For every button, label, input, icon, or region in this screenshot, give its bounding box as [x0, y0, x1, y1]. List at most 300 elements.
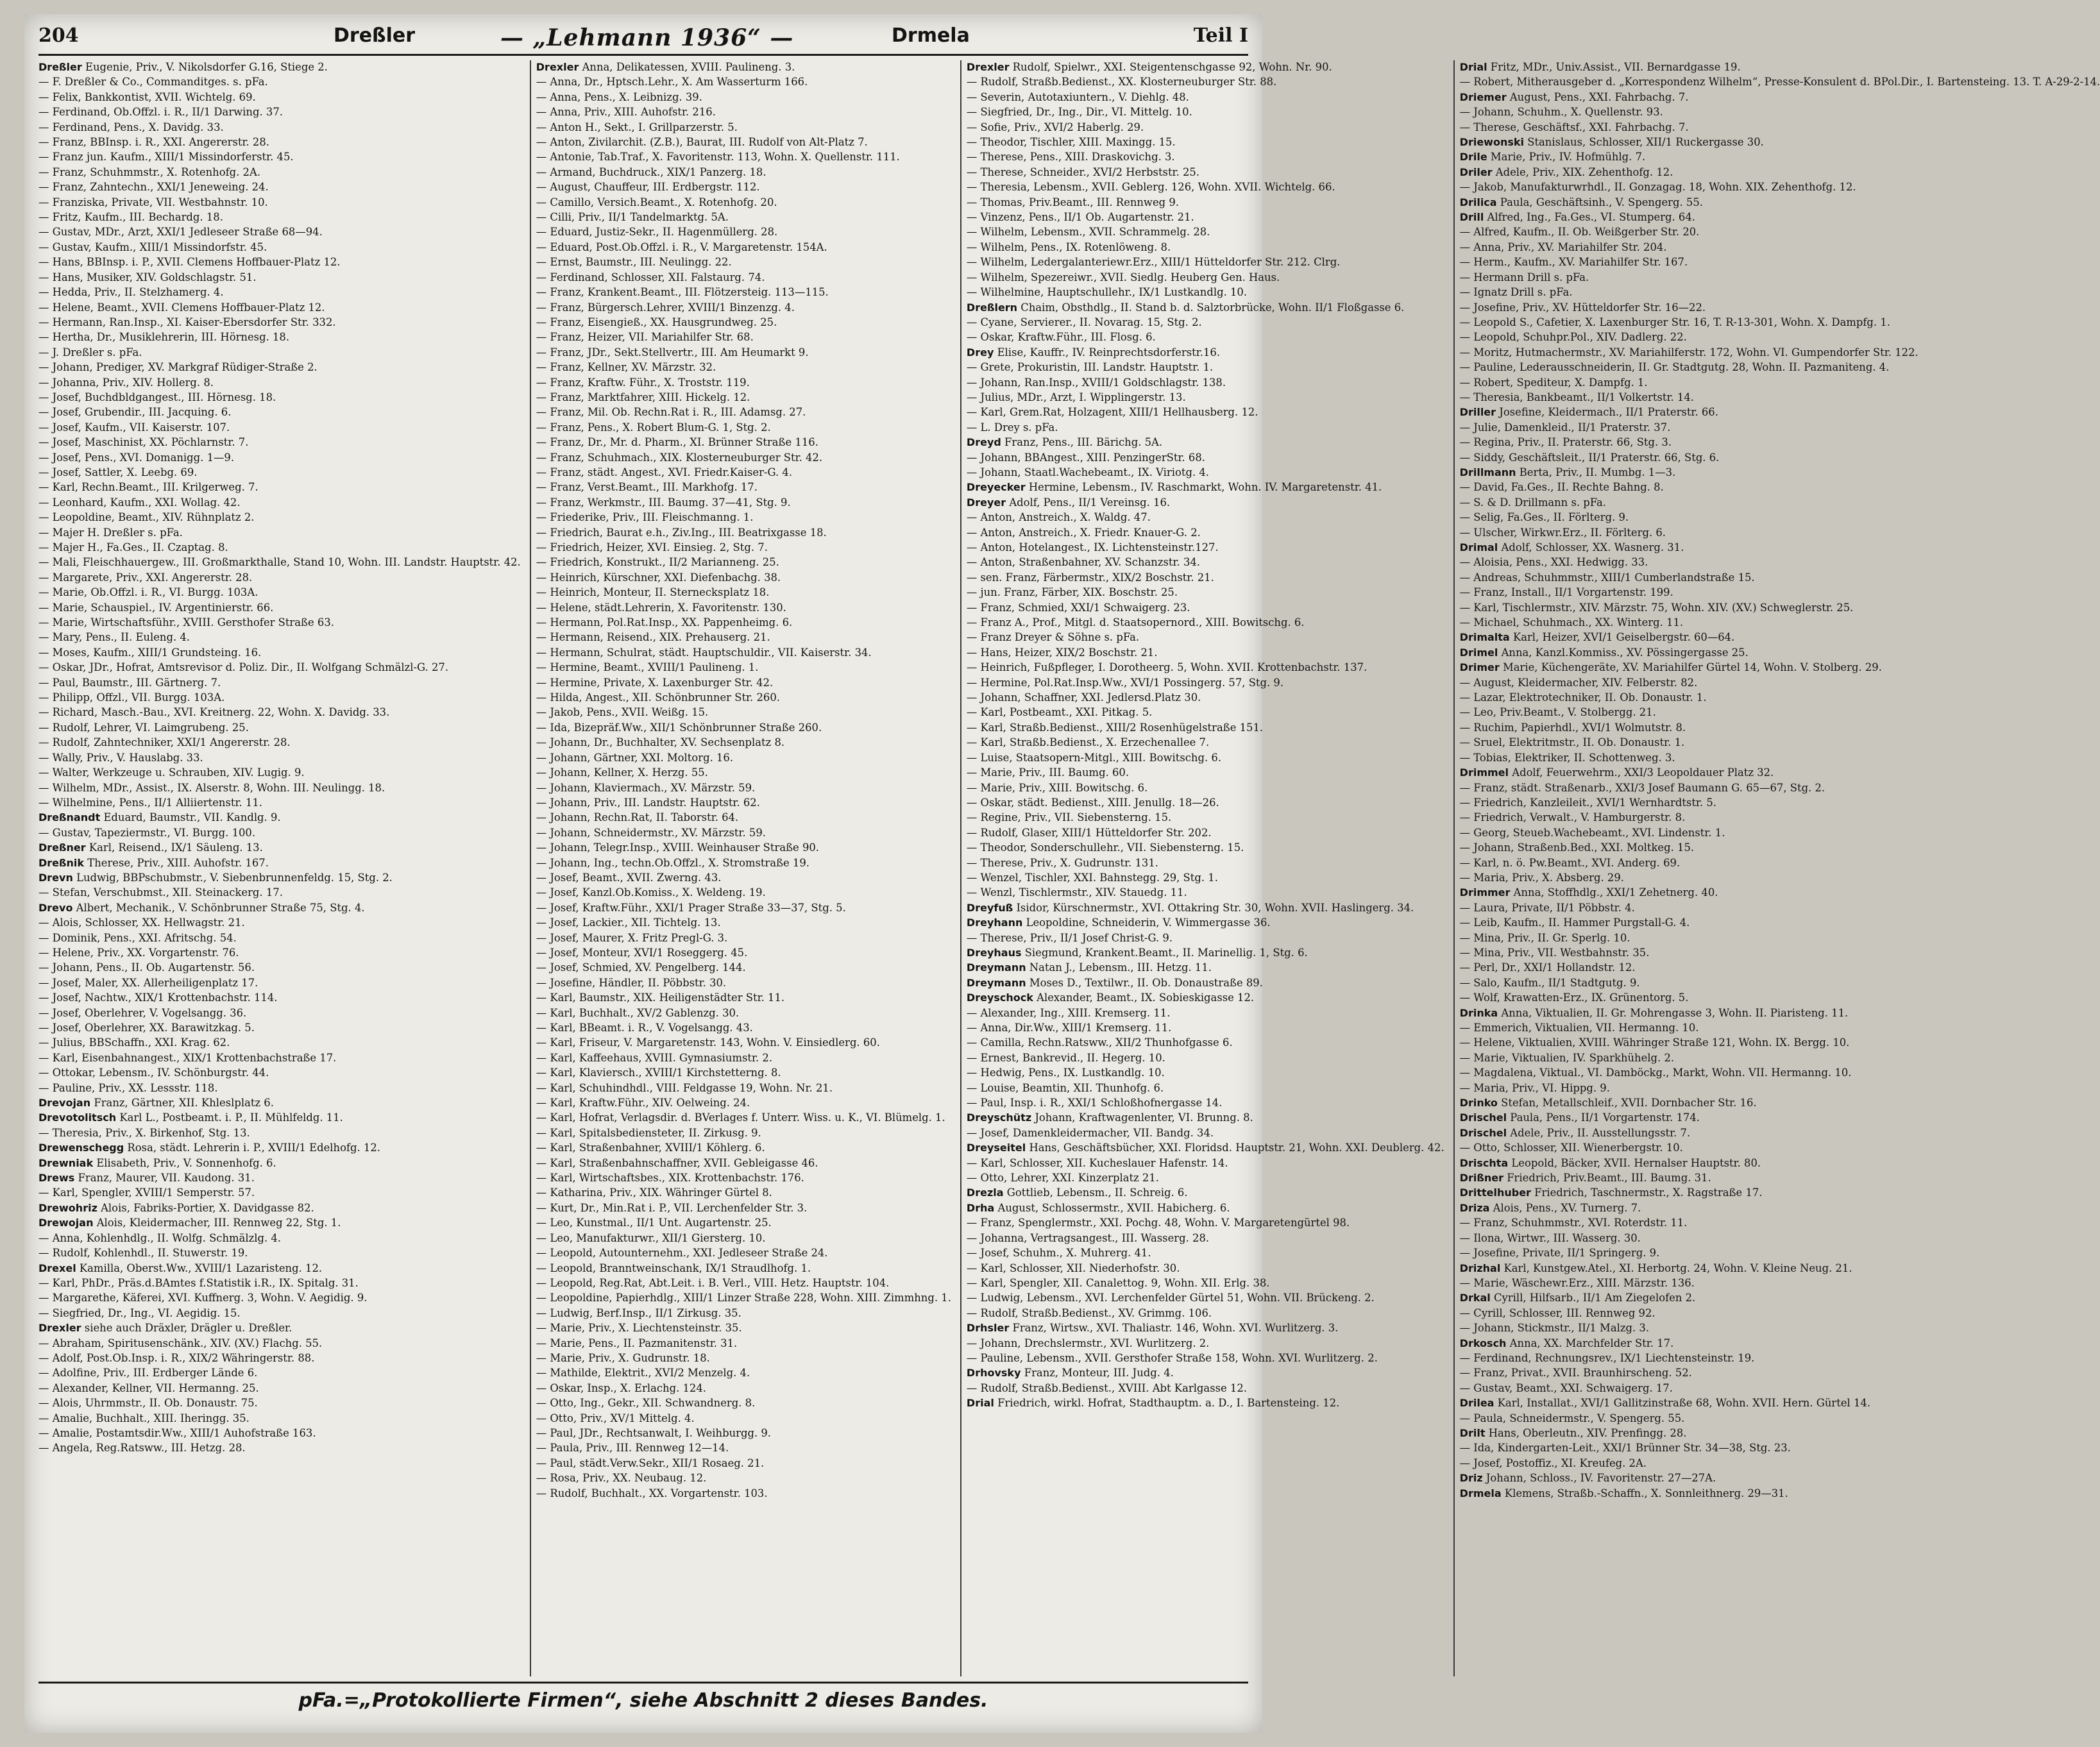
directory-entry	[1460, 1111, 2100, 1125]
directory-entry	[967, 1096, 1444, 1110]
entry-details: — Cilli, Priv., II/1 Tandelmarktg. 5A.	[536, 211, 729, 224]
directory-entry	[967, 90, 1444, 105]
directory-entry	[38, 1381, 521, 1396]
entry-details: — Angela, Reg.Ratsww., III. Hetzg. 28.	[38, 1442, 246, 1455]
entry-details: — Franz, Zahntechn., XXI/1 Jeneweing. 24.	[38, 181, 269, 194]
directory-entry	[536, 781, 951, 795]
directory-entry	[38, 150, 521, 164]
entry-details: — Leopoldine, Beamt., XIV. Rühnplatz 2.	[38, 511, 255, 524]
directory-entry	[536, 526, 951, 540]
directory-entry	[536, 1366, 951, 1380]
entry-details: — Otto, Lehrer, XXI. Kinzerplatz 21.	[966, 1172, 1160, 1185]
entry-details: — Friedrich, Baurat e.h., Ziv.Ing., III. Beatrixgasse 18.	[536, 526, 827, 539]
entry-details: Franz, Wirtsw., XVI. Thaliastr. 146, Wohn. XVI. Wurlitzerg. 3.	[1012, 1322, 1339, 1335]
entry-details: — Ruchim, Papierhdl., XVI/1 Wolmutstr. 8.	[1459, 721, 1686, 734]
entry-details: — Marie, Viktualien, IV. Sparkhühelg. 2.	[1459, 1051, 1675, 1064]
directory-entry	[967, 946, 1444, 960]
entry-details: — Marie, Wirtschaftsführ., XVIII. Gersthofer Straße 63.	[38, 616, 334, 629]
entry-details: — Hermann, Schulrat, städt. Hauptschuldir., VII. Kaiserstr. 34.	[536, 646, 872, 659]
directory-entry	[536, 376, 951, 390]
entry-details: — Leopold S., Cafetier, X. Laxenburger Str. 16, T. R-13-301, Wohn. X. Dampfg. 1.	[1459, 316, 1890, 328]
entry-details: — Karl, Straßenbahnschaffner, XVII. Gebleigasse 46.	[536, 1156, 818, 1169]
directory-entry	[1460, 255, 2100, 269]
directory-entry	[967, 901, 1444, 915]
entry-details: — Otto, Priv., XV/1 Mittelg. 4.	[536, 1412, 695, 1424]
entry-surname: Drewojan	[38, 1217, 94, 1229]
entry-details: — Josef, Schuhm., X. Muhrerg. 41.	[966, 1247, 1151, 1260]
directory-entry	[536, 330, 951, 344]
entry-details: — Karl, Straßenbahner, XVIII/1 Köhlerg. 6.	[536, 1142, 765, 1154]
directory-entry	[38, 241, 521, 255]
entry-details: — Eduard, Post.Ob.Offzl. i. R., V. Margaretenstr. 154A.	[536, 241, 827, 253]
entry-details: — Moses, Kaufm., XIII/1 Grundsteing. 16.	[38, 646, 262, 659]
entry-details: — S. & D. Drillmann s. pFa.	[1459, 496, 1607, 509]
entry-details: — Ignatz Drill s. pFa.	[1459, 286, 1573, 299]
directory-entry	[536, 1021, 951, 1035]
entry-details: — Julie, Damenkleid., II/1 Praterstr. 37.	[1459, 421, 1671, 434]
entry-details: — Theresia, Lebensm., XVII. Geblerg. 126, Wohn. XVII. Wichtelg. 66.	[966, 181, 1335, 194]
entry-surname: Drevojan	[38, 1097, 91, 1110]
directory-entry	[1460, 841, 2100, 855]
entry-details: — Helene, städt.Lehrerin, X. Favoritenstr. 130.	[536, 601, 786, 614]
directory-entry	[536, 1006, 951, 1020]
entry-details: — Katharina, Priv., XIX. Währinger Gürtel 8.	[536, 1186, 772, 1199]
entry-surname: Drkal	[1459, 1292, 1491, 1304]
entry-details: — Ulscher, Wirkwr.Erz., II. Förlterg. 6.	[1459, 526, 1666, 539]
entry-details: — Johann, Klaviermach., XV. Märzstr. 59.	[536, 781, 756, 794]
entry-surname: Drill	[1459, 211, 1484, 224]
directory-entry	[1460, 541, 2100, 555]
entry-details: — Oskar, JDr., Hofrat, Amtsrevisor d. Poliz. Dir., II. Wolfgang Schmälzl-G. 27.	[38, 661, 449, 674]
entry-details: — Hermann, Ran.Insp., XI. Kaiser-Ebersdorfer Str. 332.	[38, 316, 336, 328]
directory-entry	[1460, 1426, 2100, 1440]
directory-entry	[967, 346, 1444, 360]
directory-entry	[1460, 330, 2100, 344]
entry-details: Stefan, Metallschleif., XVII. Dornbacher Str. 16.	[1501, 1097, 1757, 1110]
directory-entry	[967, 255, 1444, 269]
entry-details: — Ferdinand, Ob.Offzl. i. R., II/1 Darwing. 37.	[38, 106, 283, 119]
directory-entry	[536, 316, 951, 330]
directory-entry	[967, 676, 1444, 690]
directory-entry	[967, 811, 1444, 825]
entry-details: Franz, Pens., III. Bärichg. 5A.	[1004, 436, 1163, 449]
directory-entry	[38, 691, 521, 705]
entry-details: — Severin, Autotaxiuntern., V. Diehlg. 48.	[966, 90, 1189, 103]
entry-surname: Drkosch	[1459, 1337, 1507, 1349]
entry-surname: Drinka	[1459, 1006, 1498, 1019]
directory-entry	[38, 796, 521, 810]
entry-details: — Marie, Priv., III. Baumg. 60.	[966, 766, 1130, 779]
directory-entry	[967, 150, 1444, 164]
entry-surname: Drimalta	[1459, 631, 1510, 644]
entry-details: Karl, Kunstgew.Atel., XI. Herbortg. 24, Wohn. V. Kleine Neug. 21.	[1503, 1262, 1852, 1274]
entry-details: — Siddy, Geschäftsleit., II/1 Praterstr. 66, Stg. 6.	[1459, 451, 1720, 464]
directory-entry	[1460, 1201, 2100, 1215]
directory-entry	[536, 421, 951, 435]
entry-details: Josefine, Kleidermach., II/1 Praterstr. 66.	[1499, 406, 1718, 419]
entry-details: — Magdalena, Viktual., VI. Damböckg., Markt, Wohn. VII. Hermanng. 10.	[1459, 1067, 1852, 1079]
entry-details: — Adolf, Post.Ob.Insp. i. R., XIX/2 Währingerstr. 88.	[38, 1351, 315, 1364]
entry-details: — F. Dreßler & Co., Commanditges. s. pFa.	[38, 76, 268, 89]
entry-details: — Majer H., Fa.Ges., II. Czaptag. 8.	[38, 541, 228, 553]
page-number: 204	[38, 24, 79, 47]
directory-entry	[536, 301, 951, 315]
entry-details: Chaim, Obsthdlg., II. Stand b. d. Salztorbrücke, Wohn. II/1 Floßgasse 6.	[1020, 301, 1405, 314]
entry-details: — Adolfine, Priv., III. Erdberger Lände 6.	[38, 1367, 258, 1380]
entry-details: — Wilhelm, Pens., IX. Rotenlöweng. 8.	[966, 241, 1171, 253]
directory-entry	[967, 391, 1444, 405]
directory-entry	[536, 1246, 951, 1260]
entry-details: — Maria, Priv., X. Absberg. 29.	[1459, 871, 1624, 884]
directory-entry	[967, 1156, 1444, 1170]
directory-entry	[967, 1201, 1444, 1215]
directory-entry	[536, 1186, 951, 1200]
entry-surname: Drischel	[1459, 1126, 1507, 1139]
entry-details: — Cyane, Servierer., II. Novarag. 15, Stg. 2.	[966, 316, 1202, 328]
directory-entry	[967, 691, 1444, 705]
entry-details: — Oskar, städt. Bedienst., XIII. Jenullg. 18—26.	[966, 796, 1219, 809]
entry-details: — sen. Franz, Färbermstr., XIX/2 Boschstr. 21.	[966, 571, 1214, 584]
entry-details: Franz, Maurer, VII. Kaudong. 31.	[78, 1172, 255, 1185]
directory-entry	[38, 391, 521, 405]
entry-details: — Josef, Maurer, X. Fritz Pregl-G. 3.	[536, 931, 728, 944]
entry-details: Karl, Reisend., IX/1 Säuleng. 13.	[89, 841, 263, 854]
directory-entry	[1460, 496, 2100, 510]
directory-entry	[38, 1051, 521, 1065]
directory-entry	[536, 555, 951, 570]
entry-surname: Drews	[38, 1172, 75, 1185]
directory-entry	[536, 180, 951, 194]
directory-entry	[38, 316, 521, 330]
entry-details: — Kurt, Dr., Min.Rat i. P., VII. Lerchenfelder Str. 3.	[536, 1201, 808, 1214]
directory-entry	[967, 1216, 1444, 1230]
entry-details: — Otto, Schlosser, XII. Wienerbergstr. 10.	[1459, 1142, 1683, 1154]
directory-entry	[1460, 901, 2100, 915]
entry-details: — Franz, Spenglermstr., XXI. Pochg. 48, Wohn. V. Margaretengürtel 98.	[966, 1217, 1350, 1229]
entry-details: — Johann, Ran.Insp., XVIII/1 Goldschlagstr. 138.	[966, 376, 1226, 389]
entry-details: — Alois, Uhrmmstr., II. Ob. Donaustr. 75.	[38, 1397, 258, 1410]
directory-entry	[38, 180, 521, 194]
entry-details: — Franz, Privat., XVII. Braunhirscheng. 52.	[1459, 1367, 1692, 1380]
directory-entry	[536, 901, 951, 915]
directory-entry	[1460, 1171, 2100, 1185]
directory-entry	[1460, 766, 2100, 780]
directory-entry	[1460, 961, 2100, 975]
entry-details: — Camillo, Versich.Beamt., X. Rotenhofg. 20.	[536, 196, 777, 208]
directory-entry	[38, 255, 521, 269]
directory-entry	[967, 480, 1444, 494]
entry-details: — Josef, Postoffiz., XI. Kreufeg. 2A.	[1459, 1456, 1647, 1469]
directory-entry	[536, 1381, 951, 1396]
entry-details: Alois, Kleidermacher, III. Rennweg 22, Stg. 1.	[96, 1217, 341, 1229]
entry-details: — Franz, städt. Angest., XVI. Friedr.Kaiser-G. 4.	[536, 466, 793, 478]
directory-entry	[967, 1246, 1444, 1260]
entry-surname: Dreyfuß	[966, 901, 1013, 914]
entry-details: — Hermine, Pol.Rat.Insp.Ww., XVI/1 Possingerg. 57, Stg. 9.	[966, 676, 1284, 689]
directory-entry	[38, 1351, 521, 1365]
directory-entry	[536, 676, 951, 690]
directory-entry	[1460, 511, 2100, 525]
directory-entry	[38, 105, 521, 119]
entry-details: — Marie, Wäschewr.Erz., XIII. Märzstr. 136.	[1459, 1276, 1695, 1289]
directory-entry	[967, 405, 1444, 419]
entry-details: — Franz, Verst.Beamt., III. Markhofg. 17.	[536, 481, 758, 494]
entry-details: — Hans, Heizer, XIX/2 Boschstr. 21.	[966, 646, 1158, 659]
entry-details: — Alexander, Kellner, VII. Hermanng. 25.	[38, 1381, 259, 1394]
directory-entry	[536, 1081, 951, 1095]
entry-surname: Drittelhuber	[1459, 1186, 1531, 1199]
entry-details: — Mathilde, Elektrit., XVI/2 Menzelg. 4.	[536, 1367, 750, 1380]
directory-entry	[1460, 1396, 2100, 1410]
entry-details: — Johann, Telegr.Insp., XVIII. Weinhauser Straße 90.	[536, 841, 820, 854]
entry-details: — Ludwig, Berf.Insp., II/1 Zirkusg. 35.	[536, 1306, 741, 1319]
directory-entry	[536, 736, 951, 750]
directory-entry	[38, 601, 521, 615]
directory-entry	[38, 196, 521, 210]
entry-surname: Drewohriz	[38, 1201, 97, 1214]
directory-entry	[38, 961, 521, 975]
entry-details: — Franz, Eisengieß., XX. Hausgrundweg. 25.	[536, 316, 777, 328]
entry-surname: Drewniak	[38, 1156, 94, 1169]
entry-details: — Helene, Beamt., XVII. Clemens Hoffbauer-Platz 12.	[38, 301, 325, 314]
entry-details: — Josef, Pens., XVI. Domanigg. 1—9.	[38, 451, 235, 464]
entry-details: — Rudolf, Kohlenhdl., II. Stuwerstr. 19.	[38, 1247, 248, 1260]
entry-surname: Drmela	[1459, 1487, 1502, 1499]
entry-details: — Karl, Straßb.Bedienst., XIII/2 Rosenhügelstraße 151.	[966, 721, 1264, 734]
directory-entry	[536, 601, 951, 615]
entry-details: — Paula, Priv., III. Rennweg 12—14.	[536, 1442, 729, 1455]
entry-details: — Anna, Dir.Ww., XIII/1 Kremserg. 11.	[966, 1022, 1172, 1034]
entry-details: Alexander, Beamt., IX. Sobieskigasse 12.	[1037, 992, 1255, 1004]
entry-details: Anna, Kanzl.Kommiss., XV. Pössingergasse 25.	[1501, 646, 1749, 659]
directory-entry	[1460, 301, 2100, 315]
directory-entry	[38, 586, 521, 600]
directory-entry	[536, 435, 951, 450]
entry-details: — Karl, Straßb.Bedienst., X. Erzechenallee 7.	[966, 736, 1210, 749]
directory-entry	[536, 241, 951, 255]
entry-surname: Dreyecker	[966, 481, 1026, 494]
entry-details: Anna, XX. Marchfelder Str. 17.	[1509, 1337, 1674, 1349]
entry-surname: Drilea	[1459, 1397, 1495, 1410]
entry-surname: Drillmann	[1459, 466, 1516, 478]
entry-details: — Karl, Spitalsbediensteter, II. Zirkusg. 9.	[536, 1126, 761, 1139]
entry-surname: Drizhal	[1459, 1262, 1501, 1274]
directory-entry	[1460, 1487, 2100, 1501]
directory-entry	[38, 301, 521, 315]
entry-details: — Pauline, Lederausschneiderin, II. Gr. Stadtgutg. 28, Wohn. II. Pazmaniteng. 4.	[1459, 361, 1890, 374]
directory-entry	[38, 90, 521, 105]
directory-entry	[967, 586, 1444, 600]
directory-entry	[1460, 721, 2100, 735]
directory-entry	[536, 255, 951, 269]
directory-entry	[536, 871, 951, 885]
directory-entry	[536, 841, 951, 855]
entry-details: — Theresia, Bankbeamt., II/1 Volkertstr. 14.	[1459, 391, 1694, 403]
directory-entry	[536, 946, 951, 960]
directory-entry	[967, 886, 1444, 900]
entry-surname: Drilt	[1459, 1426, 1486, 1439]
entry-details: — Marie, Ob.Offzl. i. R., VI. Burgg. 103A.	[38, 586, 258, 599]
directory-entry	[967, 931, 1444, 945]
directory-entry	[1460, 991, 2100, 1005]
entry-details: — Anton, Anstreich., X. Waldg. 47.	[966, 511, 1151, 524]
entry-details: — Helene, Priv., XX. Vorgartenstr. 76.	[38, 946, 239, 959]
entry-details: — Ilona, Wirtwr., III. Wasserg. 30.	[1459, 1231, 1641, 1244]
directory-entry	[536, 661, 951, 675]
directory-entry	[967, 826, 1444, 840]
entry-details: — Anton H., Sekt., I. Grillparzerstr. 5.	[536, 121, 738, 133]
entry-details: — Josef, Beamt., XVII. Zwerng. 43.	[536, 871, 722, 884]
directory-entry	[967, 496, 1444, 510]
entry-details: Hans, Geschäftsbücher, XXI. Floridsd. Hauptstr. 21, Wohn. XXI. Deublerg. 42.	[1029, 1142, 1444, 1154]
entry-details: — Josef, Grubendir., III. Jacquing. 6.	[38, 406, 232, 419]
directory-entry	[536, 210, 951, 224]
directory-entry	[1460, 165, 2100, 180]
directory-entry	[1460, 210, 2100, 224]
entry-surname: Dreßnik	[38, 856, 85, 869]
directory-entry	[536, 705, 951, 720]
directory-entry	[1460, 1096, 2100, 1110]
directory-entry	[38, 1441, 521, 1455]
entry-details: — Karl, Spengler, XVIII/1 Semperstr. 57.	[38, 1186, 255, 1199]
entry-details: — Paul, städt.Verw.Sekr., XII/1 Rosaeg. 21.	[536, 1456, 765, 1469]
entry-details: — Karl, Tischlermstr., XIV. Märzstr. 75, Wohn. XIV. (XV.) Schweglerstr. 25.	[1459, 601, 1854, 614]
entry-surname: Drißner	[1459, 1172, 1503, 1185]
directory-entry	[536, 1291, 951, 1305]
directory-entry	[1460, 1156, 2100, 1170]
entry-details: — Amalie, Postamtsdir.Ww., XIII/1 Auhofstraße 163.	[38, 1426, 316, 1439]
directory-entry	[38, 721, 521, 735]
directory-entry	[536, 630, 951, 645]
page-header	[38, 22, 1248, 53]
directory-entry	[967, 301, 1444, 315]
entry-details: — Franz, Schuhmmstr., X. Rotenhofg. 2A.	[38, 165, 261, 178]
entry-details: — Anna, Priv., XV. Mariahilfer Str. 204.	[1459, 241, 1667, 253]
entry-details: — Franz, Bürgersch.Lehrer, XVIII/1 Binzenzg. 4.	[536, 301, 795, 314]
directory-entry	[38, 991, 521, 1005]
entry-details: — Johann, Schaffner, XXI. Jedlersd.Platz 30.	[966, 691, 1201, 704]
entry-details: — Stefan, Verschubmst., XII. Steinackerg. 17.	[38, 886, 283, 899]
entry-details: — Josef, Buchdbldgangest., III. Hörnesg. 18.	[38, 391, 276, 403]
directory-entry	[967, 1351, 1444, 1365]
entry-details: — Paula, Schneidermstr., V. Spengerg. 55.	[1459, 1412, 1685, 1424]
entry-surname: Dreymann	[966, 961, 1026, 974]
entry-details: — Abraham, Spiritusenschänk., XIV. (XV.) Flachg. 55.	[38, 1337, 323, 1349]
entry-details: — Armand, Buchdruck., XIX/1 Panzerg. 18.	[536, 165, 766, 178]
entry-details: — Heinrich, Kürschner, XXI. Diefenbachg. 38.	[536, 571, 781, 584]
entry-details: — Salo, Kaufm., II/1 Stadtgutg. 9.	[1459, 976, 1640, 989]
entry-details: Friedrich, wirkl. Hofrat, Stadthauptm. a. D., I. Bartensteing. 12.	[997, 1397, 1340, 1410]
entry-details: Johann, Kraftwagenlenter, VI. Brunng. 8.	[1035, 1111, 1253, 1124]
entry-details: Cyrill, Hilfsarb., II/1 Am Ziegelofen 2.	[1493, 1292, 1696, 1304]
directory-entry	[1460, 1081, 2100, 1095]
directory-entry	[967, 856, 1444, 870]
directory-entry	[1460, 976, 2100, 990]
directory-entry	[967, 316, 1444, 330]
directory-entry	[536, 346, 951, 360]
directory-entry	[38, 931, 521, 945]
entry-surname: Drinko	[1459, 1097, 1498, 1110]
entry-surname: Drexler	[38, 1322, 81, 1335]
entry-details: — Ferdinand, Pens., X. Davidg. 33.	[38, 121, 224, 133]
directory-entry	[1460, 421, 2100, 435]
directory-entry	[1460, 150, 2100, 164]
entry-details: — Franz Dreyer & Söhne s. pFa.	[966, 631, 1140, 644]
entry-details: Klemens, Straßb.-Schaffn., X. Sonnleithnerg. 29—31.	[1504, 1487, 1788, 1499]
directory-entry	[1460, 1021, 2100, 1035]
directory-entry	[967, 435, 1444, 450]
directory-entry	[38, 616, 521, 630]
entry-details: — August, Kleidermacher, XIV. Felberstr. 82.	[1459, 676, 1698, 689]
directory-entry	[536, 1396, 951, 1410]
entry-details: — Anton, Zivilarchit. (Z.B.), Baurat, III. Rudolf von Alt-Platz 7.	[536, 136, 868, 149]
entry-details: — Pauline, Lebensm., XVII. Gersthofer Straße 158, Wohn. XVI. Wurlitzerg. 2.	[966, 1351, 1378, 1364]
entry-details: — Robert, Mitherausgeber d. „Korrespondenz Wilhelm“, Presse-Konsulent d. BPol.Dir., I. Bartensteing. 13. T. A-29-2-14.	[1459, 76, 2100, 89]
entry-details: — Josef, Nachtw., XIX/1 Krottenbachstr. 114.	[38, 992, 278, 1004]
entry-surname: Drischta	[1459, 1156, 1509, 1169]
directory-entry	[967, 841, 1444, 855]
entry-details: — Ferdinand, Rechnungsrev., IX/1 Liechtensteinstr. 19.	[1459, 1351, 1755, 1364]
entry-details: — Karl, Spengler, XII. Canalettog. 9, Wohn. XII. Erlg. 38.	[966, 1276, 1270, 1289]
entry-details: — Hertha, Dr., Musiklehrerin, III. Hörnesg. 18.	[38, 331, 290, 344]
entry-details: — Josef, Schmied, XV. Pengelberg. 144.	[536, 961, 746, 974]
directory-page	[24, 14, 2100, 1733]
directory-entry	[536, 571, 951, 585]
entry-details: — Friedrich, Verwalt., V. Hamburgerstr. 8.	[1459, 811, 1686, 824]
directory-entry	[1460, 241, 2100, 255]
entry-details: — Wally, Priv., V. Hauslabg. 33.	[38, 751, 203, 764]
directory-entry	[536, 196, 951, 210]
entry-details: — Lazar, Elektrotechniker, II. Ob. Donaustr. 1.	[1459, 691, 1707, 704]
entry-details: Adolf, Pens., II/1 Vereinsg. 16.	[1009, 496, 1171, 509]
entry-details: — Josef, Sattler, X. Leebg. 69.	[38, 466, 198, 478]
directory-entry	[38, 1081, 521, 1095]
directory-entry	[967, 1291, 1444, 1305]
entry-details: Adele, Priv., XIX. Zehenthofg. 12.	[1495, 165, 1673, 178]
directory-entry	[38, 466, 521, 480]
entry-surname: Drischel	[1459, 1111, 1507, 1124]
entry-details: — Gustav, Kaufm., XIII/1 Missindorfstr. 45.	[38, 241, 267, 253]
directory-columns	[38, 60, 2100, 1676]
directory-entry	[967, 555, 1444, 570]
directory-entry	[38, 1291, 521, 1305]
entry-details: — Anna, Dr., Hptsch.Lehr., X. Am Wasserturm 166.	[536, 76, 808, 89]
entry-details: — Leopold, Autounternehm., XXI. Jedleseer Straße 24.	[536, 1247, 828, 1260]
entry-details: — Hans, Musiker, XIV. Goldschlagstr. 51.	[38, 271, 257, 283]
directory-entry	[967, 1276, 1444, 1290]
directory-entry	[536, 511, 951, 525]
entry-surname: Drimer	[1459, 661, 1500, 674]
directory-entry	[38, 1426, 521, 1440]
directory-entry	[38, 451, 521, 465]
directory-entry	[38, 135, 521, 149]
entry-details: — Franziska, Private, VII. Westbahnstr. 10.	[38, 196, 268, 208]
entry-details: Rosa, städt. Lehrerin i. P., XVIII/1 Edelhofg. 12.	[127, 1142, 380, 1154]
entry-details: — Julius, BBSchaffn., XXI. Krag. 62.	[38, 1036, 230, 1049]
entry-details: Karl L., Postbeamt. i. P., II. Mühlfeldg. 11.	[119, 1111, 343, 1124]
entry-details: — Theodor, Tischler, XIII. Maxingg. 15.	[966, 136, 1176, 149]
directory-entry	[38, 1216, 521, 1230]
directory-entry	[1460, 661, 2100, 675]
directory-entry	[536, 1351, 951, 1365]
entry-surname: Driler	[1459, 165, 1493, 178]
directory-entry	[536, 1111, 951, 1125]
entry-details: — Friederike, Priv., III. Fleischmanng. 1.	[536, 511, 754, 524]
directory-entry	[1460, 781, 2100, 795]
directory-entry	[1460, 451, 2100, 465]
directory-entry	[967, 1337, 1444, 1351]
entry-details: — Jakob, Manufakturwrhdl., II. Gonzagag. 18, Wohn. XIX. Zehenthofg. 12.	[1459, 181, 1856, 194]
